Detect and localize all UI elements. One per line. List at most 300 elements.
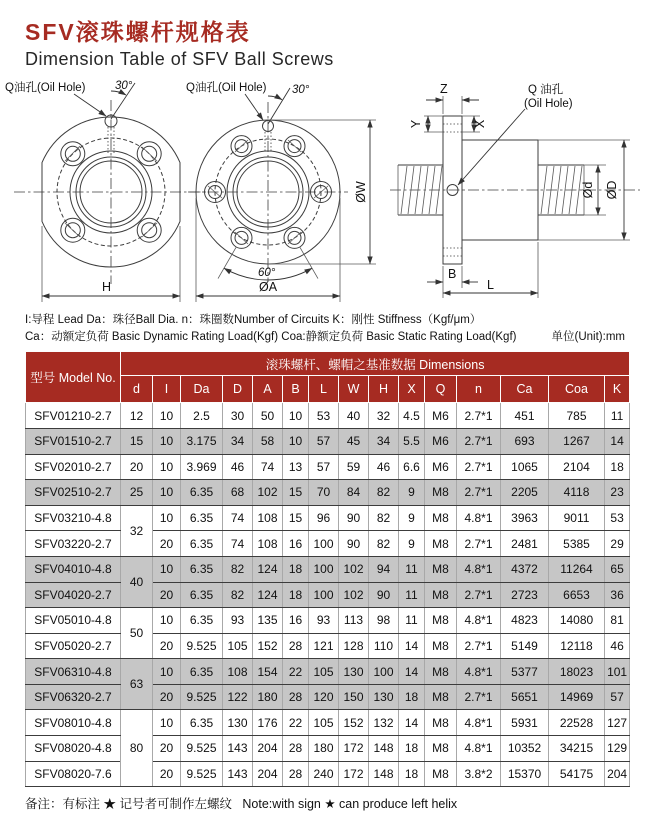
value-cell: 5931 xyxy=(501,710,549,736)
oil-hole-label-left: Q油孔(Oil Hole) xyxy=(5,82,86,94)
value-cell: 96 xyxy=(309,505,339,531)
value-cell: 785 xyxy=(549,403,605,429)
value-cell: 53 xyxy=(309,403,339,429)
value-cell: M6 xyxy=(425,428,457,454)
value-cell: 46 xyxy=(605,633,630,659)
value-cell: 6.35 xyxy=(181,710,223,736)
value-cell: M8 xyxy=(425,684,457,710)
value-cell: 2.7*1 xyxy=(457,428,501,454)
value-cell: 20 xyxy=(153,582,181,608)
value-cell: 204 xyxy=(253,736,283,762)
value-cell: 105 xyxy=(309,659,339,685)
value-cell: 9 xyxy=(399,531,425,557)
value-cell: 10 xyxy=(153,480,181,506)
value-cell: 108 xyxy=(223,659,253,685)
d-cell: 12 xyxy=(121,403,153,429)
footer-note-cn: 备注：有标注 ★ 记号者可制作左螺纹 xyxy=(25,797,232,812)
value-cell: 4.8*1 xyxy=(457,505,501,531)
value-cell: 10 xyxy=(153,608,181,634)
value-cell: 9.525 xyxy=(181,633,223,659)
model-cell: SFV02510-2.7 xyxy=(26,480,121,506)
value-cell: 20 xyxy=(153,531,181,557)
value-cell: 54175 xyxy=(549,761,605,787)
value-cell: 15 xyxy=(283,480,309,506)
value-cell: 11 xyxy=(399,582,425,608)
value-cell: M8 xyxy=(425,710,457,736)
value-cell: 82 xyxy=(223,556,253,582)
value-cell: 65 xyxy=(605,556,630,582)
column-header-D: D xyxy=(223,376,253,403)
value-cell: 14 xyxy=(605,428,630,454)
value-cell: 204 xyxy=(253,761,283,787)
value-cell: 2.7*1 xyxy=(457,403,501,429)
model-cell: SFV08010-4.8 xyxy=(26,710,121,736)
value-cell: 105 xyxy=(309,710,339,736)
model-cell: SFV06310-4.8 xyxy=(26,659,121,685)
table-row xyxy=(26,608,630,634)
value-cell: 4.8*1 xyxy=(457,736,501,762)
front-view-four-bolt-flange xyxy=(5,80,208,302)
value-cell: 4.5 xyxy=(399,403,425,429)
value-cell: 122 xyxy=(223,684,253,710)
value-cell: M8 xyxy=(425,480,457,506)
value-cell: 152 xyxy=(339,710,369,736)
value-cell: M8 xyxy=(425,659,457,685)
value-cell: 46 xyxy=(223,454,253,480)
value-cell: 9 xyxy=(399,505,425,531)
table-row xyxy=(26,582,630,608)
value-cell: 81 xyxy=(605,608,630,634)
value-cell: 10 xyxy=(153,454,181,480)
d-cell: 63 xyxy=(121,659,153,710)
table-row xyxy=(26,454,630,480)
value-cell: 74 xyxy=(223,531,253,557)
value-cell: 113 xyxy=(339,608,369,634)
value-cell: 2.5 xyxy=(181,403,223,429)
value-cell: 23 xyxy=(605,480,630,506)
value-cell: 2.7*1 xyxy=(457,480,501,506)
value-cell: 2481 xyxy=(501,531,549,557)
value-cell: 2.7*1 xyxy=(457,684,501,710)
value-cell: 4823 xyxy=(501,608,549,634)
value-cell: 18 xyxy=(283,582,309,608)
value-cell: 59 xyxy=(339,454,369,480)
d-cell: 15 xyxy=(121,428,153,454)
value-cell: 9.525 xyxy=(181,761,223,787)
model-cell: SFV03220-2.7 xyxy=(26,531,121,557)
value-cell: 108 xyxy=(253,531,283,557)
value-cell: 148 xyxy=(369,736,399,762)
column-header-X: X xyxy=(399,376,425,403)
value-cell: 11264 xyxy=(549,556,605,582)
value-cell: 13 xyxy=(283,454,309,480)
value-cell: 129 xyxy=(605,736,630,762)
value-cell: M6 xyxy=(425,454,457,480)
value-cell: 14 xyxy=(399,710,425,736)
model-cell: SFV03210-4.8 xyxy=(26,505,121,531)
value-cell: 150 xyxy=(339,684,369,710)
value-cell: 143 xyxy=(223,736,253,762)
column-header-K: K xyxy=(605,376,630,403)
d-cell: 25 xyxy=(121,480,153,506)
value-cell: M8 xyxy=(425,582,457,608)
table-row xyxy=(26,761,630,787)
value-cell: M8 xyxy=(425,761,457,787)
model-cell: SFV01210-2.7 xyxy=(26,403,121,429)
drawings-svg xyxy=(0,78,650,310)
column-header-Coa: Coa xyxy=(549,376,605,403)
spec-table xyxy=(25,351,630,787)
page-title-en: Dimension Table of SFV Ball Screws xyxy=(25,49,334,69)
value-cell: 130 xyxy=(369,684,399,710)
value-cell: 11 xyxy=(605,403,630,429)
column-header-n: n xyxy=(457,376,501,403)
value-cell: 121 xyxy=(309,633,339,659)
table-row xyxy=(26,684,630,710)
table-row xyxy=(26,736,630,762)
value-cell: 34215 xyxy=(549,736,605,762)
value-cell: 172 xyxy=(339,761,369,787)
value-cell: 14 xyxy=(399,633,425,659)
d-cell: 32 xyxy=(121,505,153,556)
angle-60-label: 60° xyxy=(258,267,276,279)
value-cell: 74 xyxy=(223,505,253,531)
value-cell: 36 xyxy=(605,582,630,608)
value-cell: 50 xyxy=(253,403,283,429)
angle-30-label-left: 30° xyxy=(115,80,133,92)
value-cell: 20 xyxy=(153,684,181,710)
value-cell: 29 xyxy=(605,531,630,557)
value-cell: 5651 xyxy=(501,684,549,710)
spec-table-body xyxy=(26,403,630,787)
value-cell: 451 xyxy=(501,403,549,429)
dim-phi-D-label: ØD xyxy=(605,180,619,200)
value-cell: 4.8*1 xyxy=(457,659,501,685)
d-cell: 20 xyxy=(121,454,153,480)
legend-line1: I:导程 Lead Da：珠径Ball Dia. n：珠圈数Number of Circuits K：刚性 Stiffness（Kgf/μm） xyxy=(25,314,482,326)
d-cell: 80 xyxy=(121,710,153,787)
model-cell: SFV08020-7.6 xyxy=(26,761,121,787)
value-cell: 124 xyxy=(253,556,283,582)
value-cell: 84 xyxy=(339,480,369,506)
value-cell: 18 xyxy=(399,736,425,762)
value-cell: 10352 xyxy=(501,736,549,762)
value-cell: 58 xyxy=(253,428,283,454)
value-cell: 57 xyxy=(309,454,339,480)
value-cell: 28 xyxy=(283,633,309,659)
value-cell: 130 xyxy=(223,710,253,736)
d-cell: 40 xyxy=(121,556,153,607)
value-cell: 93 xyxy=(223,608,253,634)
column-header-B: B xyxy=(283,376,309,403)
value-cell: 28 xyxy=(283,736,309,762)
value-cell: 124 xyxy=(253,582,283,608)
value-cell: 6.35 xyxy=(181,608,223,634)
value-cell: 102 xyxy=(339,556,369,582)
angle-30-label-mid: 30° xyxy=(292,84,310,96)
value-cell: 6.35 xyxy=(181,531,223,557)
side-view-ball-nut xyxy=(390,82,640,298)
value-cell: 18023 xyxy=(549,659,605,685)
value-cell: 4.8*1 xyxy=(457,710,501,736)
value-cell: 9.525 xyxy=(181,736,223,762)
value-cell: 11 xyxy=(399,608,425,634)
value-cell: 90 xyxy=(339,505,369,531)
value-cell: M8 xyxy=(425,556,457,582)
value-cell: 30 xyxy=(223,403,253,429)
value-cell: 108 xyxy=(253,505,283,531)
value-cell: 2723 xyxy=(501,582,549,608)
dim-l-label: L xyxy=(487,278,494,292)
column-header-Ca: Ca xyxy=(501,376,549,403)
front-view-six-bolt-flange xyxy=(186,80,376,302)
footer-note xyxy=(25,794,650,812)
value-cell: 2205 xyxy=(501,480,549,506)
value-cell: 204 xyxy=(605,761,630,787)
value-cell: 10 xyxy=(153,428,181,454)
value-cell: 100 xyxy=(309,582,339,608)
dim-z-label: Z xyxy=(440,82,448,96)
value-cell: 5149 xyxy=(501,633,549,659)
model-cell: SFV04010-4.8 xyxy=(26,556,121,582)
table-row xyxy=(26,505,630,531)
legend-line2: Ca：动额定负荷 Basic Dynamic Rating Load(Kgf) Coa:静额定负荷 Basic Static Rating Load(Kgf) xyxy=(25,330,517,343)
value-cell: 53 xyxy=(605,505,630,531)
value-cell: 132 xyxy=(369,710,399,736)
value-cell: 127 xyxy=(605,710,630,736)
value-cell: 9 xyxy=(399,480,425,506)
value-cell: 9.525 xyxy=(181,684,223,710)
value-cell: 148 xyxy=(369,761,399,787)
value-cell: 28 xyxy=(283,761,309,787)
value-cell: 12118 xyxy=(549,633,605,659)
value-cell: 10 xyxy=(153,659,181,685)
column-header-H: H xyxy=(369,376,399,403)
value-cell: 18 xyxy=(605,454,630,480)
value-cell: 57 xyxy=(309,428,339,454)
table-row xyxy=(26,633,630,659)
value-cell: 90 xyxy=(369,582,399,608)
value-cell: 5.5 xyxy=(399,428,425,454)
dim-phi-d-label: Ød xyxy=(581,181,595,199)
value-cell: 10 xyxy=(153,505,181,531)
value-cell: 10 xyxy=(283,403,309,429)
legend xyxy=(25,312,625,345)
value-cell: 14 xyxy=(399,659,425,685)
value-cell: 2.7*1 xyxy=(457,582,501,608)
value-cell: 93 xyxy=(309,608,339,634)
oil-hole-label-right-en: (Oil Hole) xyxy=(524,98,573,110)
table-row xyxy=(26,556,630,582)
column-header-I: I xyxy=(153,376,181,403)
value-cell: 154 xyxy=(253,659,283,685)
footer-note-en: Note:with sign ★ can produce left helix xyxy=(242,797,458,812)
value-cell: 6.35 xyxy=(181,582,223,608)
value-cell: 110 xyxy=(369,633,399,659)
model-cell: SFV02010-2.7 xyxy=(26,454,121,480)
page xyxy=(0,14,650,812)
value-cell: 70 xyxy=(309,480,339,506)
value-cell: M6 xyxy=(425,403,457,429)
value-cell: 22 xyxy=(283,659,309,685)
value-cell: 100 xyxy=(309,556,339,582)
value-cell: 102 xyxy=(253,480,283,506)
value-cell: 9011 xyxy=(549,505,605,531)
value-cell: 180 xyxy=(253,684,283,710)
model-cell: SFV04020-2.7 xyxy=(26,582,121,608)
value-cell: 18 xyxy=(283,556,309,582)
value-cell: 20 xyxy=(153,633,181,659)
value-cell: 74 xyxy=(253,454,283,480)
value-cell: 34 xyxy=(223,428,253,454)
value-cell: 10 xyxy=(153,556,181,582)
value-cell: 90 xyxy=(339,531,369,557)
value-cell: 68 xyxy=(223,480,253,506)
value-cell: 3963 xyxy=(501,505,549,531)
value-cell: 22 xyxy=(283,710,309,736)
value-cell: 3.175 xyxy=(181,428,223,454)
model-no-header: 型号 Model No. xyxy=(26,352,121,403)
value-cell: 6.35 xyxy=(181,659,223,685)
value-cell: 32 xyxy=(369,403,399,429)
model-cell: SFV01510-2.7 xyxy=(26,428,121,454)
table-row xyxy=(26,531,630,557)
value-cell: 94 xyxy=(369,556,399,582)
value-cell: 14080 xyxy=(549,608,605,634)
value-cell: 22528 xyxy=(549,710,605,736)
value-cell: 10 xyxy=(153,710,181,736)
value-cell: M8 xyxy=(425,736,457,762)
value-cell: 4.8*1 xyxy=(457,556,501,582)
value-cell: 176 xyxy=(253,710,283,736)
title-block xyxy=(25,14,650,70)
value-cell: 20 xyxy=(153,736,181,762)
value-cell: 16 xyxy=(283,531,309,557)
value-cell: 5385 xyxy=(549,531,605,557)
value-cell: 105 xyxy=(223,633,253,659)
value-cell: 28 xyxy=(283,684,309,710)
column-header-L: L xyxy=(309,376,339,403)
value-cell: 135 xyxy=(253,608,283,634)
value-cell: 3.8*2 xyxy=(457,761,501,787)
value-cell: 57 xyxy=(605,684,630,710)
value-cell: 6.35 xyxy=(181,505,223,531)
dim-b-label: B xyxy=(448,267,457,281)
value-cell: 18 xyxy=(399,761,425,787)
value-cell: 128 xyxy=(339,633,369,659)
model-cell: SFV05020-2.7 xyxy=(26,633,121,659)
dim-x-label: X xyxy=(473,119,487,129)
page-title-cn: SFV滚珠螺杆规格表 xyxy=(25,19,251,45)
value-cell: 172 xyxy=(339,736,369,762)
value-cell: 6.35 xyxy=(181,556,223,582)
value-cell: 40 xyxy=(339,403,369,429)
value-cell: 693 xyxy=(501,428,549,454)
value-cell: M8 xyxy=(425,633,457,659)
value-cell: 1065 xyxy=(501,454,549,480)
value-cell: 143 xyxy=(223,761,253,787)
value-cell: M8 xyxy=(425,505,457,531)
dim-y-label: Y xyxy=(409,119,423,129)
value-cell: 4.8*1 xyxy=(457,608,501,634)
value-cell: 10 xyxy=(153,403,181,429)
value-cell: 2.7*1 xyxy=(457,531,501,557)
value-cell: 6.6 xyxy=(399,454,425,480)
technical-drawings xyxy=(0,78,650,310)
value-cell: 20 xyxy=(153,761,181,787)
value-cell: 6.35 xyxy=(181,480,223,506)
oil-hole-label-mid: Q油孔(Oil Hole) xyxy=(186,82,267,94)
value-cell: 46 xyxy=(369,454,399,480)
value-cell: 82 xyxy=(369,480,399,506)
model-cell: SFV06320-2.7 xyxy=(26,684,121,710)
value-cell: 120 xyxy=(309,684,339,710)
model-cell: SFV08020-4.8 xyxy=(26,736,121,762)
value-cell: 1267 xyxy=(549,428,605,454)
value-cell: 15370 xyxy=(501,761,549,787)
value-cell: 100 xyxy=(369,659,399,685)
value-cell: 2.7*1 xyxy=(457,454,501,480)
value-cell: 82 xyxy=(369,505,399,531)
value-cell: 152 xyxy=(253,633,283,659)
value-cell: 130 xyxy=(339,659,369,685)
value-cell: 4372 xyxy=(501,556,549,582)
column-header-W: W xyxy=(339,376,369,403)
value-cell: 34 xyxy=(369,428,399,454)
unit-label: 单位(Unit):mm xyxy=(551,330,625,343)
value-cell: 18 xyxy=(399,684,425,710)
value-cell: 240 xyxy=(309,761,339,787)
model-cell: SFV05010-4.8 xyxy=(26,608,121,634)
table-row xyxy=(26,403,630,429)
value-cell: M8 xyxy=(425,608,457,634)
table-row xyxy=(26,710,630,736)
value-cell: 101 xyxy=(605,659,630,685)
column-header-A: A xyxy=(253,376,283,403)
value-cell: 10 xyxy=(283,428,309,454)
dimensions-header: 滚珠螺杆、螺帽之基准数据 Dimensions xyxy=(121,352,630,376)
dim-phi-w-label: ØW xyxy=(354,181,368,203)
dim-phi-a-label: ØA xyxy=(259,280,278,294)
value-cell: 2.7*1 xyxy=(457,633,501,659)
value-cell: 82 xyxy=(223,582,253,608)
value-cell: 180 xyxy=(309,736,339,762)
oil-hole-label-right-cn: Q 油孔 xyxy=(528,84,564,96)
column-header-Da: Da xyxy=(181,376,223,403)
value-cell: 15 xyxy=(283,505,309,531)
column-header-Q: Q xyxy=(425,376,457,403)
value-cell: M8 xyxy=(425,531,457,557)
table-row xyxy=(26,659,630,685)
table-row xyxy=(26,428,630,454)
value-cell: 4118 xyxy=(549,480,605,506)
value-cell: 82 xyxy=(369,531,399,557)
value-cell: 98 xyxy=(369,608,399,634)
value-cell: 45 xyxy=(339,428,369,454)
dim-h-label: H xyxy=(102,280,112,294)
table-row xyxy=(26,480,630,506)
d-cell: 50 xyxy=(121,608,153,659)
value-cell: 102 xyxy=(339,582,369,608)
value-cell: 6653 xyxy=(549,582,605,608)
column-header-d: d xyxy=(121,376,153,403)
value-cell: 3.969 xyxy=(181,454,223,480)
value-cell: 100 xyxy=(309,531,339,557)
value-cell: 14969 xyxy=(549,684,605,710)
value-cell: 2104 xyxy=(549,454,605,480)
value-cell: 16 xyxy=(283,608,309,634)
value-cell: 11 xyxy=(399,556,425,582)
